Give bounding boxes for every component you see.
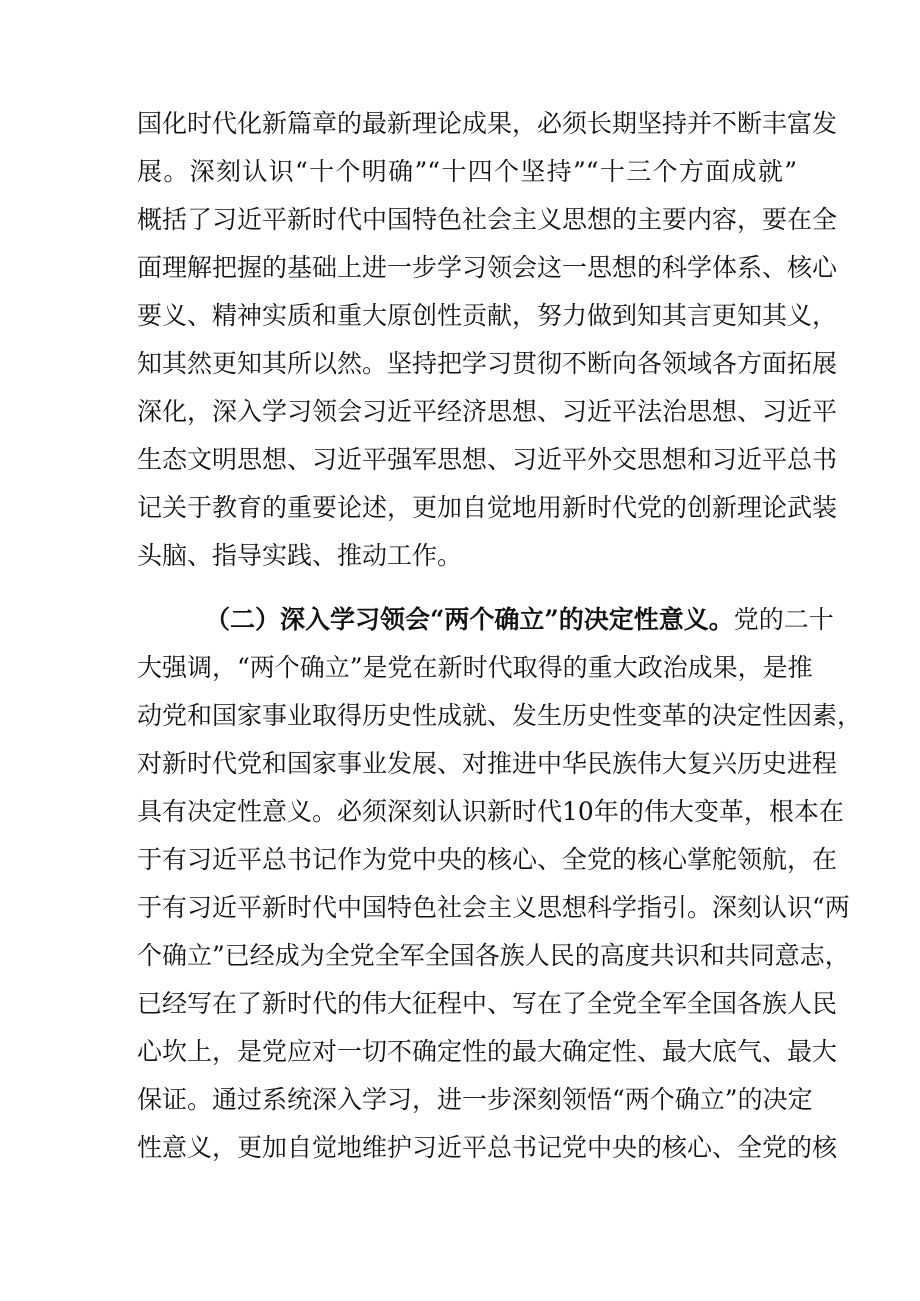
text-line: 展。深刻认识“十个明确”“十四个坚持”“十三个方面成就” <box>137 157 797 186</box>
text-line: 国化时代化新篇章的最新理论成果，必须长期坚持并不断丰富发 <box>137 109 838 138</box>
section-heading: （二）深入学习领会“两个确立”的决定性意义。 <box>205 605 734 634</box>
text-line: 对新时代党和国家事业发展、对推进中华民族伟大复兴历史进程 <box>137 749 838 778</box>
text-line: 动党和国家事业取得历史性成就、发生历史性变革的决定性因素， <box>137 701 863 730</box>
text-line: 面理解把握的基础上进一步学习领会这一思想的科学体系、核心 <box>137 253 838 282</box>
text-line: 大强调，“两个确立”是党在新时代取得的重大政治成果，是推 <box>137 653 813 682</box>
section-heading-line <box>205 600 834 640</box>
text-line: 于有习近平新时代中国特色社会主义思想科学指引。深刻认识“两 <box>137 893 850 922</box>
text-line: 生态文明思想、习近平强军思想、习近平外交思想和习近平总书 <box>137 445 838 474</box>
text-line: 心坎上，是党应对一切不确定性的最大确定性、最大底气、最大 <box>137 1037 838 1066</box>
text-line: 于有习近平总书记作为党中央的核心、全党的核心掌舵领航，在 <box>137 845 838 874</box>
text-line: 具有决定性意义。必须深刻认识新时代10年的伟大变革，根本在 <box>137 797 844 826</box>
text-line: 知其然更知其所以然。坚持把学习贯彻不断向各领域各方面拓展 <box>137 349 838 378</box>
heading-line-text: 党的二十 <box>733 605 834 634</box>
text-line: 个确立”已经成为全党全军全国各族人民的高度共识和共同意志， <box>137 941 850 970</box>
text-line: 要义、精神实质和重大原创性贡献，努力做到知其言更知其义， <box>137 301 838 330</box>
text-line: 保证。通过系统深入学习，进一步深刻领悟“两个确立”的决定 <box>137 1085 813 1114</box>
text-line: 性意义，更加自觉地维护习近平总书记党中央的核心、全党的核 <box>137 1133 838 1162</box>
text-line: 概括了习近平新时代中国特色社会主义思想的主要内容，要在全 <box>137 205 838 234</box>
text-line: 已经写在了新时代的伟大征程中、写在了全党全军全国各族人民 <box>137 989 838 1018</box>
text-line: 记关于教育的重要论述，更加自觉地用新时代党的创新理论武装 <box>137 493 838 522</box>
text-line: 深化，深入学习领会习近平经济思想、习近平法治思想、习近平 <box>137 397 838 426</box>
text-line: 头脑、指导实践、推动工作。 <box>137 541 463 570</box>
